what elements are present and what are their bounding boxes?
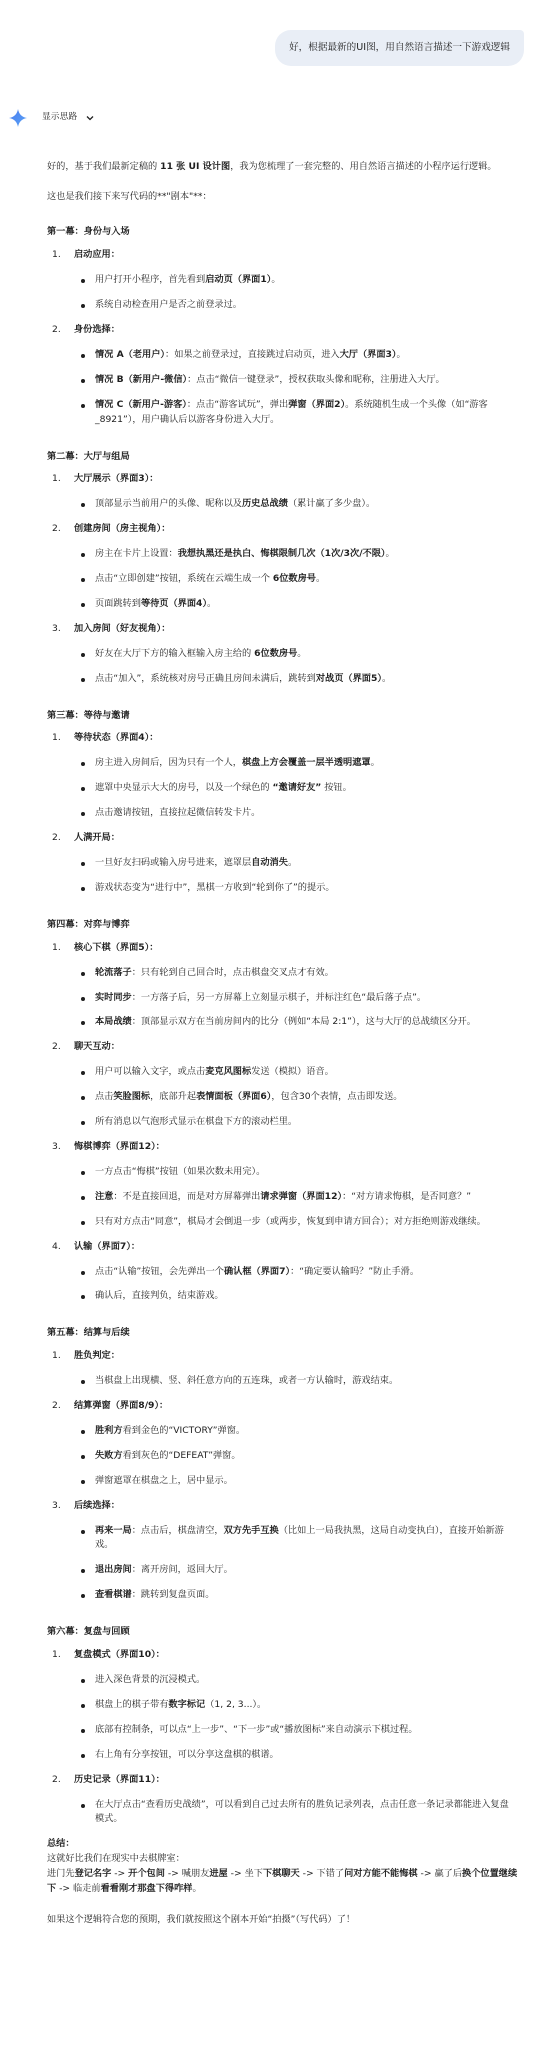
section-title: 第四幕：对弈与博弈 (47, 918, 130, 930)
list-number: 1. (52, 732, 61, 744)
text: 退出房间 (95, 1564, 132, 1576)
bullet-item (74, 373, 519, 388)
item-title: 后续选择： (74, 1499, 120, 1511)
list-item (47, 941, 519, 1031)
text: 发送（模拟）语音。 (251, 1066, 334, 1078)
list-item (47, 831, 519, 896)
summary-line: 这就好比我们在现实中去棋牌室： (47, 1853, 185, 1865)
list-item (47, 248, 519, 313)
text: ：只有轮到自己回合时，点击棋盘交叉点才有效。 (131, 966, 334, 978)
item-title: 身份选择： (74, 323, 120, 335)
summary-flow (47, 1867, 519, 1897)
list-number: 2. (52, 1041, 61, 1053)
section-title: 第二幕：大厅与组局 (47, 450, 130, 462)
text: 按钮。 (321, 782, 352, 794)
item-title: 加入房间（好友视角）： (74, 622, 171, 634)
bullet-item (74, 398, 519, 428)
bullet-item: 所有消息以气泡形式显示在棋盘下方的滚动栏里。 (74, 1115, 519, 1130)
user-message-bubble: 好，根据最新的UI图，用自然语言描述一下游戏逻辑 (275, 30, 524, 66)
text: -> (111, 1868, 129, 1880)
text: ：点击后，棋盘清空， (131, 1524, 224, 1536)
text: 遮罩中央显示大大的房号，以及一个绿色的 (95, 782, 273, 794)
text: -> 下错了 (299, 1868, 345, 1880)
gemini-spark-icon (8, 108, 28, 128)
list-number: 2. (52, 832, 61, 844)
text: 。 (287, 857, 298, 868)
text: 确认框（界面7） (223, 1265, 291, 1277)
text: 11 张 UI 设计图 (160, 160, 231, 172)
text: 实时同步 (95, 991, 132, 1003)
text: 。 (385, 548, 395, 560)
intro-paragraph (47, 160, 519, 175)
bullet-list (74, 547, 519, 612)
bullet-item: 进入深色背景的沉浸模式。 (74, 1673, 519, 1688)
assistant-header (0, 66, 544, 128)
bullet-item (74, 348, 519, 363)
bullet-list (74, 1065, 519, 1130)
text: 。系统随机生成一个头像（如“游客_8921”），用户确认后以游客身份进入大厅。 (95, 398, 488, 425)
text: 点击 (95, 1091, 114, 1103)
text: 换个位置继续下 (47, 1868, 518, 1895)
bullet-item: 当棋盘上出现横、竖、斜任意方向的五连珠，或者一方认输时，游戏结束。 (74, 1374, 519, 1389)
list-item (47, 1648, 519, 1763)
item-title: 大厅展示（界面3）： (74, 473, 159, 485)
bullet-list (74, 273, 519, 313)
text: 胜利方 (95, 1424, 123, 1436)
bullet-list (74, 1165, 519, 1230)
text: 页面跳转到 (95, 597, 141, 609)
text: 。 (315, 573, 326, 585)
list-number: 2. (52, 523, 61, 535)
section-list (47, 941, 519, 1305)
text: 。 (370, 757, 380, 769)
list-item (47, 622, 519, 687)
item-title: 人满开局： (74, 832, 120, 844)
text: 等待页（界面4） (140, 597, 208, 609)
text: 点击“认输”按钮，会先弹出一个 (95, 1265, 224, 1277)
text: ：离开房间，返回大厅。 (131, 1564, 233, 1576)
bullet-item (74, 597, 519, 612)
list-item (47, 1499, 519, 1604)
list-number: 1. (52, 249, 61, 261)
bullet-list (74, 966, 519, 1031)
text: -> 喊朋友 (164, 1868, 210, 1880)
bullet-item (74, 1563, 519, 1578)
text: 进屋 (209, 1868, 228, 1880)
bullet-item: 在大厅点击“查看历史战绩”，可以看到自己过去所有的胜负记录列表，点击任意一条记录都能进入复盘模式。 (74, 1798, 519, 1828)
list-item (47, 1349, 519, 1389)
text: ：跳转到复盘页面。 (131, 1589, 215, 1601)
bullet-item: 只有对方点击“同意”，棋局才会倒退一步（或两步，恢复到申请方回合）；对方拒绝则游戏继续。 (74, 1215, 519, 1230)
text: 棋盘上方会覆盖一层半透明遮罩 (242, 757, 371, 769)
bullet-item: 一方点击“悔棋”按钮（如果次数未用完）。 (74, 1165, 519, 1180)
section-title: 第三幕：等待与邀请 (47, 709, 130, 721)
bullet-item (74, 991, 519, 1006)
text: 轮流落子 (95, 966, 132, 978)
list-number: 3. (52, 1499, 61, 1511)
list-number: 4. (52, 1240, 61, 1252)
bullet-item (74, 1524, 519, 1554)
text: 双方先手互换 (223, 1524, 279, 1536)
text: （累计赢了多少盘）。 (287, 498, 376, 510)
item-title: 启动应用： (74, 249, 120, 261)
text: ：顶部显示双方在当前房间内的比分（例如“本局 2:1”），这与大厅的总战绩区分开。 (131, 1016, 476, 1028)
text: ，我为您梳理了一套完整的、用自然语言描述的小程序运行逻辑。 (230, 160, 497, 172)
text: 房主进入房间后，因为只有一个人， (95, 757, 242, 769)
bullet-list (74, 1374, 519, 1389)
text: 。 (297, 647, 307, 659)
section-title: 第一幕：身份与入场 (47, 226, 130, 238)
bullet-item (74, 672, 519, 687)
list-number: 2. (52, 1773, 61, 1785)
text: 本局战绩 (95, 1016, 132, 1028)
show-thoughts-toggle[interactable] (42, 110, 95, 124)
text: 看到灰色的“DEFEAT”弹窗。 (122, 1449, 241, 1461)
text: 点击“加入”，系统核对房号正确且房间未满后，跳转到 (95, 672, 316, 684)
text: ，包含30个表情，点击即发送。 (271, 1091, 403, 1103)
bullet-item (74, 273, 519, 288)
text: 。 (396, 348, 406, 360)
list-item (47, 1773, 519, 1828)
bullet-list (74, 1673, 519, 1763)
closing-paragraph: 如果这个逻辑符合您的预期，我们就按照这个剧本开始“拍摄”（写代码）了！ (47, 1913, 356, 1925)
text: （1, 2, 3...）。 (205, 1698, 267, 1710)
chevron-down-icon (85, 113, 95, 123)
bullet-list (74, 756, 519, 821)
text: 请求弹窗（界面12） (260, 1190, 343, 1202)
text: 情况 B（新用户-微信） (95, 373, 188, 385)
text: ：一方落子后，另一方屏幕上立刻显示棋子，并标注红色“最后落子点”。 (131, 991, 427, 1003)
text: 开个包间 (128, 1868, 165, 1880)
bullet-list (74, 1265, 519, 1305)
text: 情况 C（新用户-游客） (95, 398, 187, 410)
text: 弹窗（界面2） (288, 398, 346, 410)
text: 我想执黑还是执白、悔棋限制几次（1次/3次/不限） (177, 548, 386, 560)
text: 表情面板（界面6） (196, 1091, 272, 1103)
item-title: 创建房间（房主视角）： (74, 523, 171, 535)
summary-block (47, 1837, 519, 1928)
text: 一旦好友扫码或输入房号进来，遮罩层 (95, 857, 252, 868)
list-number: 2. (52, 323, 61, 335)
section-list (47, 248, 519, 427)
bullet-list (74, 348, 519, 428)
item-title: 历史记录（界面11）： (74, 1773, 165, 1785)
bullet-item (74, 1090, 519, 1105)
text: 点击“立即创建”按钮，系统在云端生成一个 (95, 573, 273, 585)
assistant-response (0, 128, 544, 1928)
item-title: 结算弹窗（界面8/9）： (74, 1400, 169, 1412)
section-list (47, 472, 519, 686)
text: -> 赢了后 (417, 1868, 463, 1880)
text: 看到金色的“VICTORY”弹窗。 (122, 1424, 246, 1436)
text: -> 临走前 (56, 1883, 101, 1895)
item-title: 认输（界面7）： (74, 1240, 141, 1252)
bullet-item: 弹窗遮罩在棋盘之上，居中显示。 (74, 1474, 519, 1489)
text: 情况 A（老用户） (95, 348, 166, 360)
summary-title: 总结： (47, 1838, 75, 1850)
intro-paragraph-2: 这也是我们接下来写代码的**"剧本"**： (47, 191, 212, 203)
text: 。 (192, 1883, 202, 1895)
bullet-item (74, 1015, 519, 1030)
text: 登记名字 (74, 1868, 112, 1880)
item-title: 核心下棋（界面5）： (74, 941, 159, 953)
text: 启动页（界面1） (205, 274, 272, 286)
list-item (47, 522, 519, 612)
bullet-item: 底部有控制条，可以点“上一步”、“下一步”或“播放图标”来自动演示下棋过程。 (74, 1723, 519, 1738)
text: 注意 (95, 1190, 114, 1202)
section-list (47, 1349, 519, 1603)
text: 进门先 (47, 1868, 75, 1880)
text: “邀请好友” (272, 782, 322, 794)
text: 查看棋谱 (95, 1589, 132, 1601)
list-number: 3. (52, 1140, 61, 1152)
text: 问对方能不能悔棋 (344, 1868, 418, 1880)
item-title: 等待状态（界面4）： (74, 732, 159, 744)
bullet-item (74, 1065, 519, 1080)
text: ：“对方请求悔棋，是否同意？” (342, 1190, 472, 1202)
bullet-list (74, 856, 519, 896)
text: 。 (381, 672, 392, 684)
text: （比如上一局我执黑，这局自动变执白），直接开始新游戏。 (95, 1524, 504, 1551)
text: ：点击“微信一键登录”，授权获取头像和昵称，注册进入大厅。 (187, 373, 445, 385)
text: 棋盘上的棋子带有 (95, 1698, 169, 1710)
list-number: 1. (52, 473, 61, 485)
list-item (47, 472, 519, 512)
list-item (47, 1240, 519, 1305)
bullet-item (74, 856, 519, 871)
bullet-item: 点击邀请按钮，直接拉起微信转发卡片。 (74, 806, 519, 821)
item-title: 胜负判定： (74, 1350, 120, 1362)
text: 自动消失 (251, 857, 288, 868)
bullet-item (74, 1449, 519, 1464)
text: 失败方 (95, 1449, 123, 1461)
text: 好友在大厅下方的输入框输入房主给的 (95, 647, 255, 659)
item-title: 悔棋博弈（界面12）： (74, 1140, 165, 1152)
section-title: 第五幕：结算与后续 (47, 1327, 130, 1339)
text: ，底部升起 (150, 1091, 197, 1103)
text: 用户打开小程序，首先看到 (95, 274, 206, 286)
user-message-row (0, 0, 544, 66)
list-number: 3. (52, 622, 61, 634)
list-item (47, 731, 519, 821)
bullet-list (74, 647, 519, 687)
text: 顶部显示当前用户的头像、昵称以及 (95, 498, 242, 510)
text: 好的，基于我们最新定稿的 (47, 160, 161, 172)
text: 房主在卡片上设置： (95, 548, 178, 560)
bullet-item (74, 1265, 519, 1280)
text: 看看刚才那盘下得咋样 (100, 1883, 193, 1895)
text: ：不是直接回退，而是对方屏幕弹出 (113, 1190, 261, 1202)
text: ：如果之前登录过，直接跳过启动页，进入 (165, 348, 340, 360)
section-list (47, 731, 519, 895)
section-title: 第六幕：复盘与回顾 (47, 1626, 130, 1638)
bullet-item (74, 781, 519, 796)
bullet-item (74, 647, 519, 662)
bullet-item (74, 572, 519, 587)
text: 下棋聊天 (262, 1868, 300, 1880)
list-number: 1. (52, 1350, 61, 1362)
bullet-item (74, 1190, 519, 1205)
item-title: 复盘模式（界面10）： (74, 1649, 165, 1661)
section-list (47, 1648, 519, 1827)
bullet-item: 右上角有分享按钮，可以分享这盘棋的棋谱。 (74, 1748, 519, 1763)
bullet-list (74, 1524, 519, 1604)
text: 。 (271, 274, 281, 286)
bullet-item (74, 1424, 519, 1439)
text: 历史总战绩 (242, 498, 288, 510)
text: 6位数房号 (272, 573, 316, 585)
text: 数字标记 (168, 1698, 206, 1710)
bullet-list (74, 1424, 519, 1489)
text: 用户可以输入文字，或点击 (95, 1066, 206, 1078)
text: -> 坐下 (227, 1868, 263, 1880)
text: ：“确定要认输吗？”防止手滑。 (290, 1265, 420, 1277)
text: 。 (207, 597, 217, 609)
list-item (47, 1040, 519, 1130)
bullet-item (74, 1588, 519, 1603)
bullet-list (74, 497, 519, 512)
text: 麦克风图标 (205, 1066, 252, 1078)
bullet-item (74, 756, 519, 771)
bullet-item (74, 1698, 519, 1713)
bullet-item (74, 497, 519, 512)
list-number: 1. (52, 1649, 61, 1661)
text: 再来一局 (95, 1524, 132, 1536)
bullet-item: 游戏状态变为“进行中”，黑棋一方收到“轮到你了”的提示。 (74, 881, 519, 896)
text: 笑脸图标 (113, 1091, 151, 1103)
bullet-item: 系统自动检查用户是否之前登录过。 (74, 298, 519, 313)
text: 大厅（界面3） (339, 348, 397, 360)
bullet-item: 确认后，直接判负，结束游戏。 (74, 1289, 519, 1304)
item-title: 聊天互动： (74, 1041, 120, 1053)
list-number: 2. (52, 1400, 61, 1412)
bullet-item (74, 966, 519, 981)
bullet-item (74, 547, 519, 562)
list-item (47, 323, 519, 428)
text: 对战页（界面5） (315, 672, 382, 684)
show-thoughts-label: 显示思路 (42, 112, 78, 123)
bullet-list (74, 1798, 519, 1828)
text: 6位数房号 (254, 647, 298, 659)
list-number: 1. (52, 941, 61, 953)
list-item (47, 1399, 519, 1489)
list-item (47, 1140, 519, 1230)
text: ：点击“游客试玩”，弹出 (186, 398, 289, 410)
